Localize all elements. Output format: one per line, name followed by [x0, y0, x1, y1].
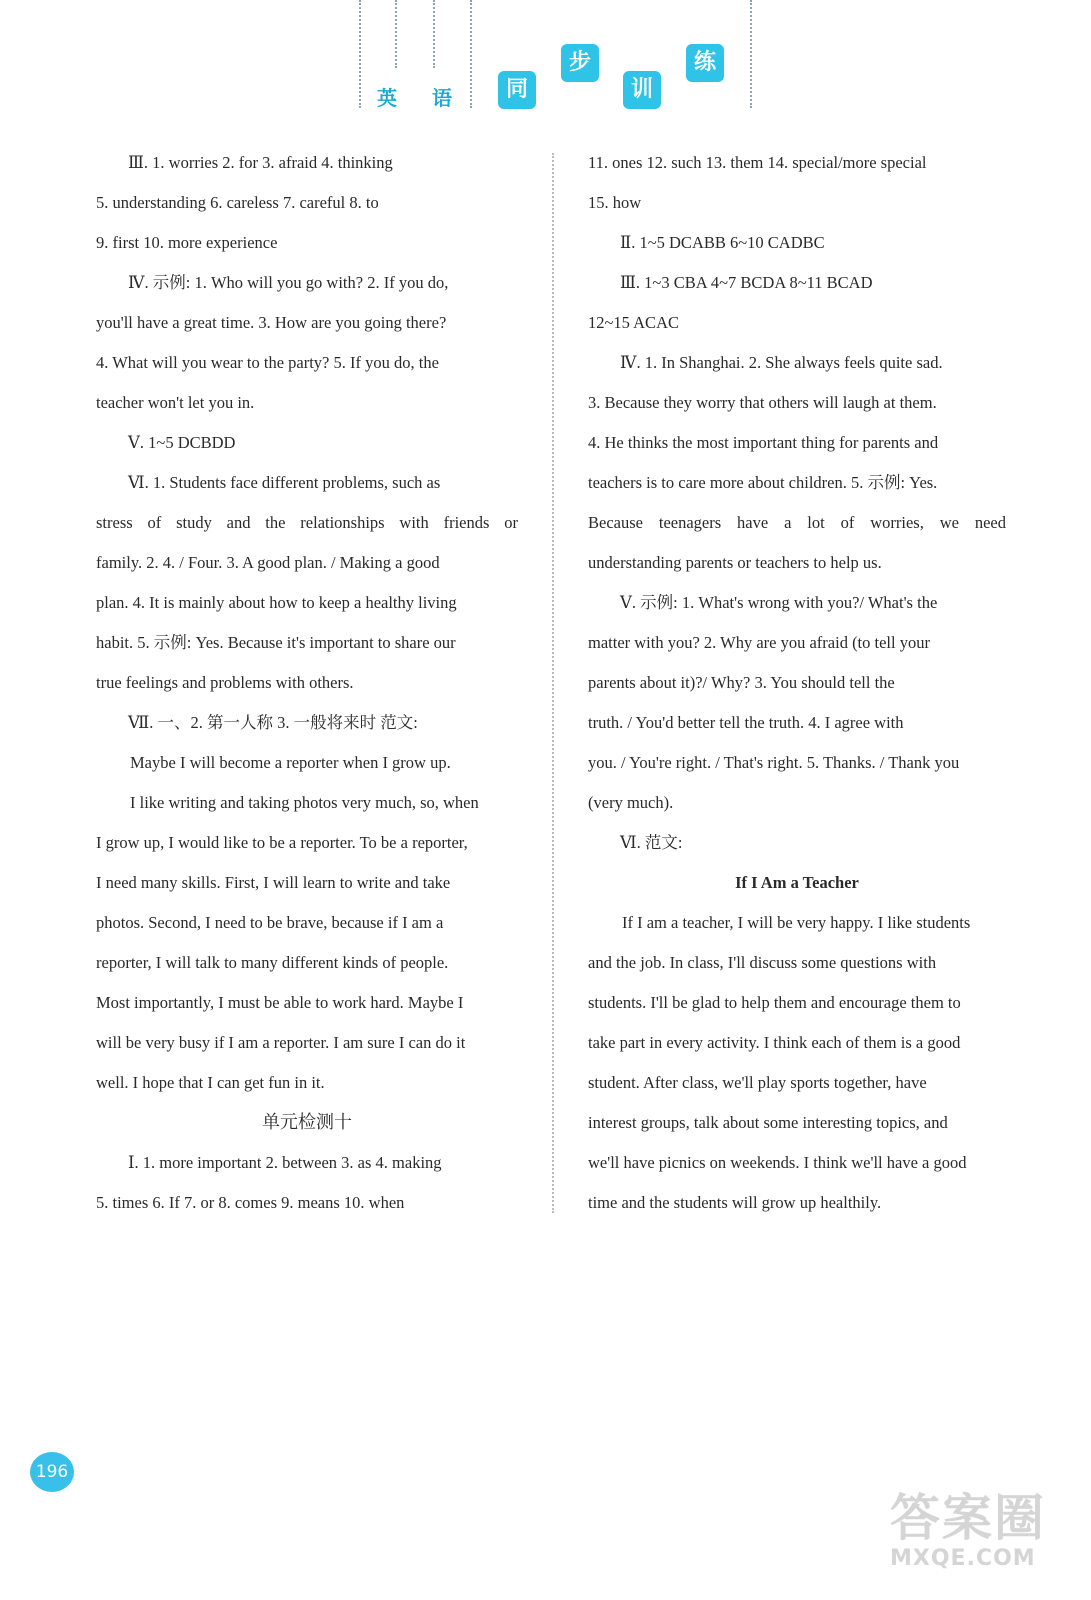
essay-line: I grow up, I would like to be a reporter. To be a reporter, [96, 833, 468, 852]
answer-line: parents about it)?/ Why? 3. You should tell the [588, 673, 895, 692]
answer-line: 11. ones 12. such 13. them 14. special/more special [588, 153, 927, 172]
column-divider [552, 153, 554, 1213]
answer-line: Ⅵ. 1. Students face different problems, such as [128, 473, 441, 492]
answer-line: you'll have a great time. 3. How are you going there? [96, 313, 447, 332]
answer-line: you. / You're right. / That's right. 5. Thanks. / Thank you [588, 753, 960, 772]
page-header [0, 0, 1091, 120]
answer-line: Ⅵ. 范文: [620, 833, 683, 852]
answer-line: teachers is to care more about children. 5. 示例: Yes. [588, 473, 938, 492]
answer-line: teacher won't let you in. [96, 393, 255, 412]
essay-line: interest groups, talk about some interesting topics, and [588, 1113, 948, 1132]
watermark [890, 1478, 1070, 1583]
watermark-site-text: MXQE.COM [890, 1546, 1036, 1571]
answer-line: 15. how [588, 193, 642, 212]
essay-line: students. I'll be glad to help them and encourage them to [588, 993, 961, 1012]
essay-line: reporter, I will talk to many different kinds of people. [96, 953, 449, 972]
header-dotted-line [470, 0, 472, 108]
answer-line: Ⅰ. 1. more important 2. between 3. as 4. making [128, 1153, 442, 1172]
header-dotted-line [750, 0, 752, 108]
essay-line: take part in every activity. I think each of them is a good [588, 1033, 961, 1052]
header-title-tile: 同 [498, 71, 536, 109]
answer-line: Because teenagers have a lot of worries, we need [588, 513, 1006, 532]
header-title-tile: 练 [686, 44, 724, 82]
unit-title: 单元检测十 [262, 1112, 352, 1133]
answer-line: 12~15 ACAC [588, 313, 679, 332]
essay-line: and the job. In class, I'll discuss some questions with [588, 953, 937, 972]
header-dotted-line [433, 0, 435, 68]
answer-line: Ⅴ. 1~5 DCBDD [128, 433, 236, 452]
answer-line: Ⅶ. 一、2. 第一人称 3. 一般将来时 范文: [128, 713, 418, 732]
answer-line: (very much). [588, 793, 674, 812]
essay-line: I need many skills. First, I will learn to write and take [96, 873, 451, 892]
answer-line: understanding parents or teachers to help us. [588, 553, 882, 572]
essay-line: well. I hope that I can get fun in it. [96, 1073, 325, 1092]
answer-line: Ⅳ. 示例: 1. Who will you go with? 2. If you do, [128, 273, 449, 292]
left-column [96, 143, 518, 1223]
essay-line: we'll have picnics on weekends. I think we'll have a good [588, 1153, 967, 1172]
essay-line: Most importantly, I must be able to work hard. Maybe I [96, 993, 464, 1012]
answer-line: habit. 5. 示例: Yes. Because it's important to share our [96, 633, 456, 652]
answer-line: true feelings and problems with others. [96, 673, 354, 692]
answer-line: 5. times 6. If 7. or 8. comes 9. means 10. when [96, 1193, 405, 1212]
essay-line: Maybe I will become a reporter when I grow up. [130, 753, 451, 772]
answer-line: 9. first 10. more experience [96, 233, 278, 252]
answer-line: matter with you? 2. Why are you afraid (to tell your [588, 633, 930, 652]
answer-line: stress of study and the relationships with friends or [96, 513, 518, 532]
answer-line: Ⅲ. 1~3 CBA 4~7 BCDA 8~11 BCAD [620, 273, 873, 292]
essay-line: I like writing and taking photos very much, so, when [130, 793, 479, 812]
essay-title: If I Am a Teacher [735, 873, 859, 892]
essay-line: time and the students will grow up healthily. [588, 1193, 882, 1212]
header-title-tile: 训 [623, 71, 661, 109]
answer-line: Ⅴ. 示例: 1. What's wrong with you?/ What's the [620, 593, 938, 612]
answer-line: Ⅱ. 1~5 DCABB 6~10 CADBC [620, 233, 825, 252]
watermark-logo-text: 答案圈 [890, 1489, 1046, 1547]
header-title-tile: 步 [561, 44, 599, 82]
header-subject-char: 语 [432, 86, 454, 110]
answer-line: 5. understanding 6. careless 7. careful 8. to [96, 193, 379, 212]
essay-line: student. After class, we'll play sports together, have [588, 1073, 927, 1092]
answer-line: plan. 4. It is mainly about how to keep a healthy living [96, 593, 457, 612]
header-dotted-line [395, 0, 397, 68]
header-dotted-line [359, 0, 361, 108]
answer-line: 3. Because they worry that others will laugh at them. [588, 393, 937, 412]
header-subject-char: 英 [377, 86, 399, 110]
essay-line: will be very busy if I am a reporter. I am sure I can do it [96, 1033, 466, 1052]
page-number: 196 [30, 1452, 74, 1492]
answer-line: Ⅳ. 1. In Shanghai. 2. She always feels quite sad. [620, 353, 943, 372]
answer-line: Ⅲ. 1. worries 2. for 3. afraid 4. thinking [128, 153, 393, 172]
answer-line: 4. He thinks the most important thing for parents and [588, 433, 939, 452]
essay-line: photos. Second, I need to be brave, because if I am a [96, 913, 444, 932]
right-column [588, 143, 1006, 1223]
answer-line: truth. / You'd better tell the truth. 4. I agree with [588, 713, 904, 732]
answer-line: family. 2. 4. / Four. 3. A good plan. / Making a good [96, 553, 440, 572]
essay-line: If I am a teacher, I will be very happy. I like students [622, 913, 971, 932]
answer-line: 4. What will you wear to the party? 5. If you do, the [96, 353, 439, 372]
